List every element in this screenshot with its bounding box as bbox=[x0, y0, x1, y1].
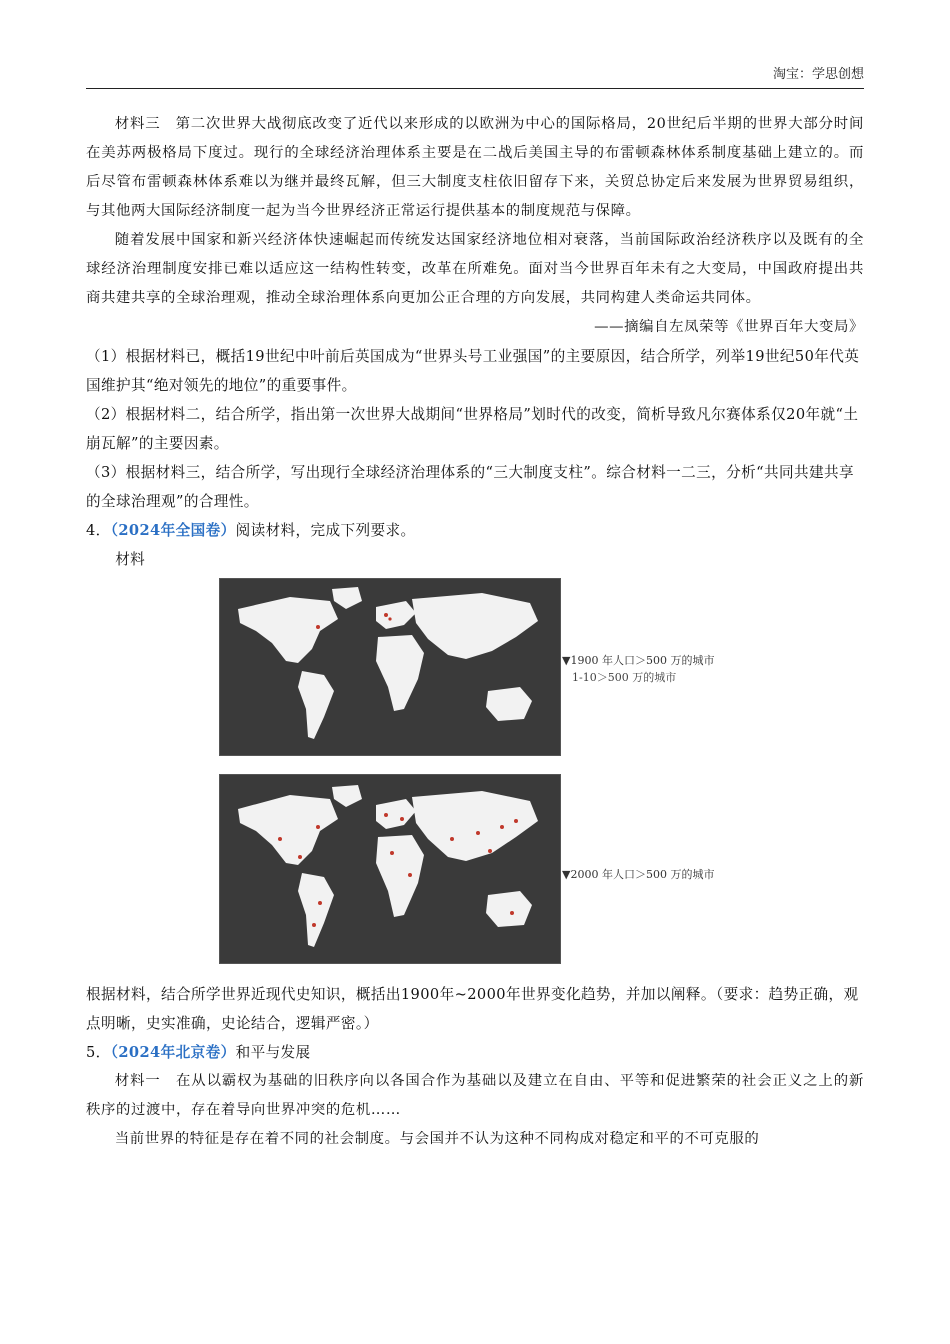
land-europe bbox=[376, 799, 416, 829]
question4-prompt: 阅读材料，完成下列要求。 bbox=[235, 522, 416, 539]
city-marker bbox=[476, 831, 480, 835]
land-asia bbox=[412, 593, 538, 659]
city-marker bbox=[510, 911, 514, 915]
question5-source: （2024年北京卷） bbox=[110, 1044, 236, 1061]
world-map-2000 bbox=[219, 774, 561, 964]
question4-material-label: 材料 bbox=[115, 551, 146, 568]
map-1900-legend-line1: ▼1900 年人口＞500 万的城市 bbox=[562, 654, 715, 667]
city-marker bbox=[312, 923, 316, 927]
question4-task: 根据材料，结合所学世界近现代史知识，概括出1900年~2000年世界变化趋势，并加以阐释。（要求：趋势正确，观点明晰，史实准确，史论结合，逻辑严密。） bbox=[86, 986, 859, 1032]
header-brand: 淘宝：学思创想 bbox=[772, 67, 864, 82]
city-marker bbox=[278, 837, 282, 841]
map-2000-legend: ▼2000 年人口＞500 万的城市 bbox=[562, 868, 715, 881]
city-marker-paris bbox=[388, 617, 391, 620]
city-marker bbox=[514, 819, 518, 823]
city-marker bbox=[316, 825, 320, 829]
question4-source: （2024年全国卷） bbox=[110, 522, 236, 539]
question3-3: （3）根据材料三，结合所学，写出现行全球经济治理体系的“三大制度支柱”。综合材料一二三，分析“共同共建共享的全球治理观”的合理性。 bbox=[86, 464, 854, 510]
city-marker-newyork bbox=[316, 625, 320, 629]
map-figure bbox=[86, 578, 864, 978]
city-marker bbox=[408, 873, 412, 877]
land-south-america bbox=[298, 671, 334, 739]
question3-1: （1）根据材料已，概括19世纪中叶前后英国成为“世界头号工业强国”的主要原因，结合所学，列举19世纪50年代英国维护其“绝对领先的地位”的重要事件。 bbox=[86, 348, 860, 394]
material3-source: ——摘编自左凤荣等《世界百年大变局》 bbox=[594, 319, 864, 335]
material3-para2: 随着发展中国家和新兴经济体快速崛起而传统发达国家经济地位相对衰落，当前国际政治经济秩序以及既有的全球经济治理制度安排已难以适应这一结构性转变，改革在所难免。面对当今世界百年未有之大变局，中国政府提出共商共建共享的全球治理观，推动全球治理体系向更加公正合理的方向发展，共同构建人类命运共同体。 bbox=[86, 232, 864, 306]
city-marker bbox=[500, 825, 504, 829]
question5-material1-cont: 当前世界的特征是存在着不同的社会制度。与会国并不认为这种不同构成对稳定和平的不可克服的 bbox=[114, 1131, 760, 1147]
map-1900-legend bbox=[562, 652, 714, 686]
question5-title: 和平与发展 bbox=[235, 1044, 311, 1061]
document-body bbox=[86, 110, 864, 1154]
land-greenland bbox=[332, 587, 362, 609]
city-marker-london bbox=[384, 613, 388, 617]
land-asia bbox=[412, 791, 538, 861]
world-map-1900-image bbox=[220, 579, 560, 755]
land-north-america bbox=[238, 597, 338, 663]
city-marker bbox=[384, 813, 388, 817]
city-marker bbox=[298, 855, 302, 859]
question5-number: 5． bbox=[86, 1044, 111, 1061]
land-africa bbox=[376, 635, 424, 711]
land-europe bbox=[376, 601, 416, 629]
city-marker bbox=[318, 901, 322, 905]
question5-material1: 材料一 在从以霸权为基础的旧秩序向以各国合作为基础以及建立在自由、平等和促进繁荣的社会正义之上的新秩序的过渡中，存在着导向世界冲突的危机…… bbox=[86, 1073, 864, 1118]
material3-para1: 材料三 第二次世界大战彻底改变了近代以来形成的以欧洲为中心的国际格局，20世纪后半期的世界大部分时间在美苏两极格局下度过。现行的全球经济治理体系主要是在二战后美国主导的布雷顿森林体系制度基础上建立的。而后尽管布雷顿森林体系难以为继并最终瓦解，但三大制度支柱依旧留存下来，关贸总协定后来发展为世界贸易组织，与其他两大国际经济制度一起为当今世界经济正常运行提供基本的制度规范与保障。 bbox=[86, 116, 864, 219]
city-marker bbox=[450, 837, 454, 841]
question4-heading bbox=[86, 516, 864, 545]
page-header bbox=[86, 64, 864, 89]
land-africa bbox=[376, 835, 424, 917]
question4-number: 4． bbox=[86, 522, 111, 539]
city-marker bbox=[390, 851, 394, 855]
world-map-2000-image bbox=[220, 775, 560, 963]
land-australia bbox=[486, 891, 532, 927]
map-1900-legend-line2: 1-10＞500 万的城市 bbox=[572, 671, 677, 684]
question3-2: （2）根据材料二，结合所学，指出第一次世界大战期间“世界格局”划时代的改变，简析导致凡尔赛体系仅20年就“土崩瓦解”的主要因素。 bbox=[86, 406, 859, 452]
city-marker bbox=[400, 817, 404, 821]
land-north-america bbox=[238, 795, 338, 865]
world-map-1900 bbox=[219, 578, 561, 756]
city-marker bbox=[488, 849, 492, 853]
land-south-america bbox=[298, 873, 334, 947]
question5-heading bbox=[86, 1038, 864, 1067]
land-greenland bbox=[332, 785, 362, 807]
land-australia bbox=[486, 687, 532, 721]
